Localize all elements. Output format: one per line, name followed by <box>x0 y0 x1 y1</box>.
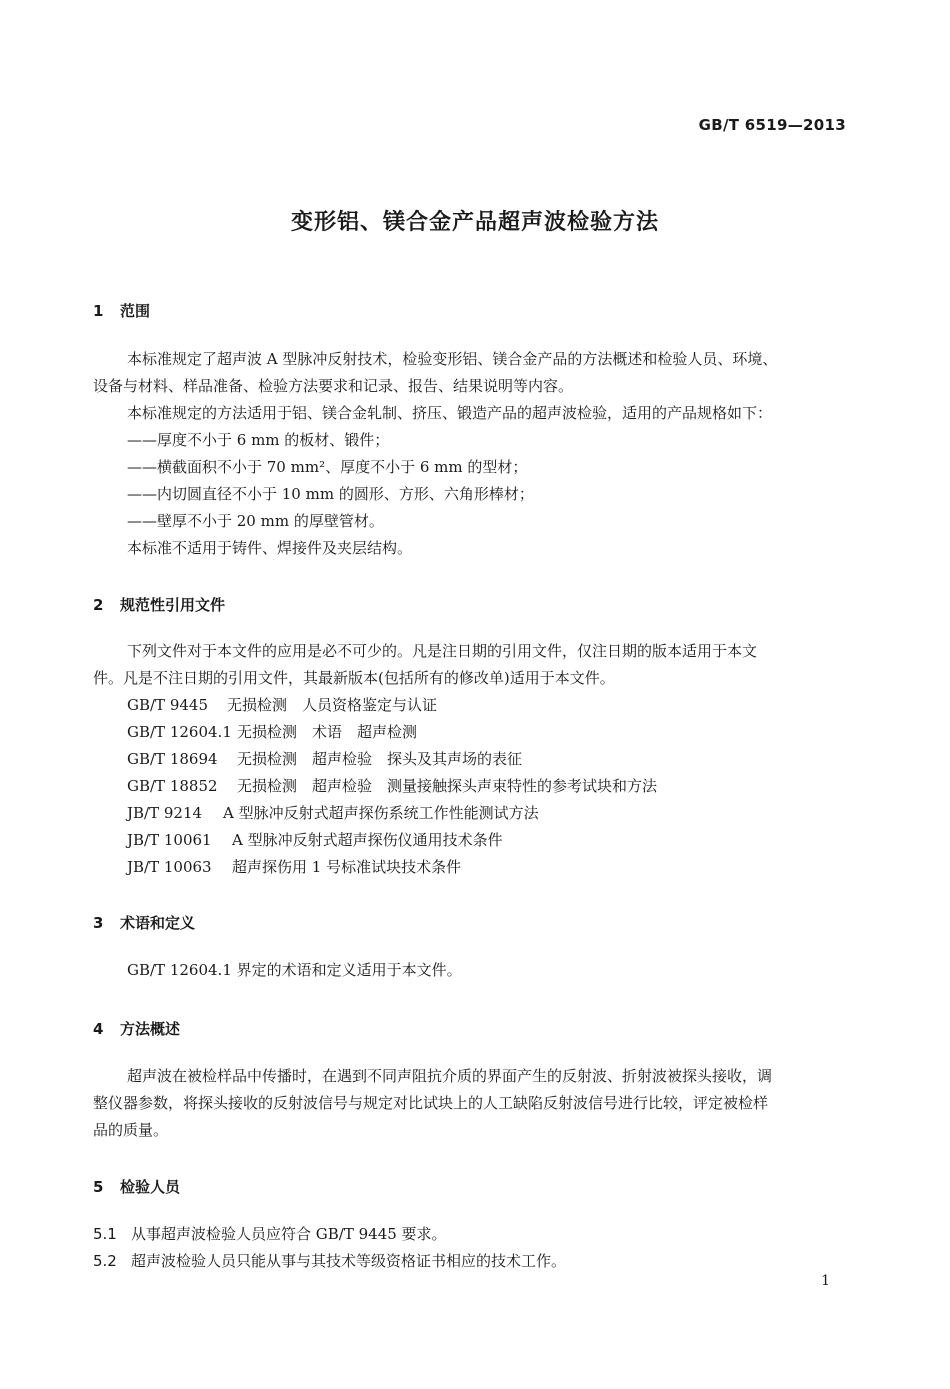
reference-code: GB/T 12604.1 <box>127 723 232 741</box>
section-4-heading <box>93 1018 180 1039</box>
reference-code: GB/T 9445 <box>127 696 209 714</box>
section-number: 4 <box>93 1020 104 1038</box>
reference-entry <box>127 854 853 881</box>
reference-code: JB/T 9214 <box>127 804 203 822</box>
paragraph: 整仪器参数，将探头接收的反射波信号与规定对比试块上的人工缺陷反射波信号进行比较，评定被检样 <box>93 1094 769 1112</box>
section-title: 范围 <box>120 302 151 320</box>
reference-entry <box>127 692 853 719</box>
reference-entry <box>127 746 853 773</box>
reference-entry <box>127 773 853 800</box>
section-title: 规范性引用文件 <box>120 596 226 614</box>
reference-title: 无损检测 超声检验 探头及其声场的表征 <box>237 750 523 768</box>
section-title: 方法概述 <box>120 1020 181 1038</box>
paragraph: GB/T 12604.1 界定的术语和定义适用于本文件。 <box>127 961 462 979</box>
reference-entry <box>127 719 853 746</box>
clause-number: 5.2 <box>93 1252 117 1270</box>
reference-code: GB/T 18694 <box>127 750 218 768</box>
list-item: ——内切圆直径不小于 10 mm 的圆形、方形、六角形棒材； <box>127 485 534 503</box>
paragraph: 下列文件对于本文件的应用是必不可少的。凡是注日期的引用文件，仅注日期的版本适用于本文 <box>127 642 758 660</box>
clause-text: 从事超声波检验人员应符合 GB/T 9445 要求。 <box>131 1225 447 1243</box>
section-number: 1 <box>93 302 104 320</box>
paragraph: 设备与材料、样品准备、检验方法要求和记录、报告、结果说明等内容。 <box>93 377 574 395</box>
clause <box>93 1248 853 1275</box>
list-item: ——壁厚不小于 20 mm 的厚壁管材。 <box>127 512 384 530</box>
clause-number: 5.1 <box>93 1225 117 1243</box>
section-3-heading <box>93 912 195 933</box>
section-number: 2 <box>93 596 104 614</box>
reference-title: 无损检测 术语 超声检测 <box>237 723 418 741</box>
clause-text: 超声波检验人员只能从事与其技术等级资格证书相应的技术工作。 <box>131 1252 567 1270</box>
page-number: 1 <box>821 1273 830 1289</box>
reference-title: A 型脉冲反射式超声探伤系统工作性能测试方法 <box>223 804 539 822</box>
section-title: 检验人员 <box>120 1178 181 1196</box>
reference-title: A 型脉冲反射式超声探伤仪通用技术条件 <box>232 831 503 849</box>
reference-code: JB/T 10061 <box>127 831 212 849</box>
reference-entry <box>127 800 853 827</box>
section-number: 3 <box>93 914 104 932</box>
paragraph: 超声波在被检样品中传播时，在遇到不同声阻抗介质的界面产生的反射波、折射波被探头接收，调 <box>127 1067 773 1085</box>
reference-code: JB/T 10063 <box>127 858 212 876</box>
section-title: 术语和定义 <box>120 914 196 932</box>
paragraph: 品的质量。 <box>93 1121 169 1139</box>
reference-title: 无损检测 超声检验 测量接触探头声束特性的参考试块和方法 <box>237 777 658 795</box>
reference-title: 无损检测 人员资格鉴定与认证 <box>227 696 438 714</box>
section-5-heading <box>93 1176 180 1197</box>
reference-entry <box>127 827 853 854</box>
section-2-heading <box>93 594 225 615</box>
paragraph: 本标准规定了超声波 A 型脉冲反射技术，检验变形铝、镁合金产品的方法概述和检验人员、环境、 <box>127 350 778 368</box>
clause <box>93 1221 853 1248</box>
section-number: 5 <box>93 1178 104 1196</box>
paragraph: 件。凡是不注日期的引用文件，其最新版本(包括所有的修改单)适用于本文件。 <box>93 669 615 687</box>
reference-code: GB/T 18852 <box>127 777 218 795</box>
reference-title: 超声探伤用 1 号标准试块技术条件 <box>232 858 462 876</box>
section-1-heading <box>93 300 150 321</box>
list-item: ——横截面积不小于 70 mm²、厚度不小于 6 mm 的型材； <box>127 458 528 476</box>
document-title: 变形铝、镁合金产品超声波检验方法 <box>290 210 659 235</box>
paragraph: 本标准规定的方法适用于铝、镁合金轧制、挤压、锻造产品的超声波检验，适用的产品规格如下： <box>127 404 773 422</box>
list-item: ——厚度不小于 6 mm 的板材、锻件； <box>127 431 390 449</box>
paragraph: 本标准不适用于铸件、焊接件及夹层结构。 <box>127 539 413 557</box>
standard-number: GB/T 6519—2013 <box>698 116 846 134</box>
